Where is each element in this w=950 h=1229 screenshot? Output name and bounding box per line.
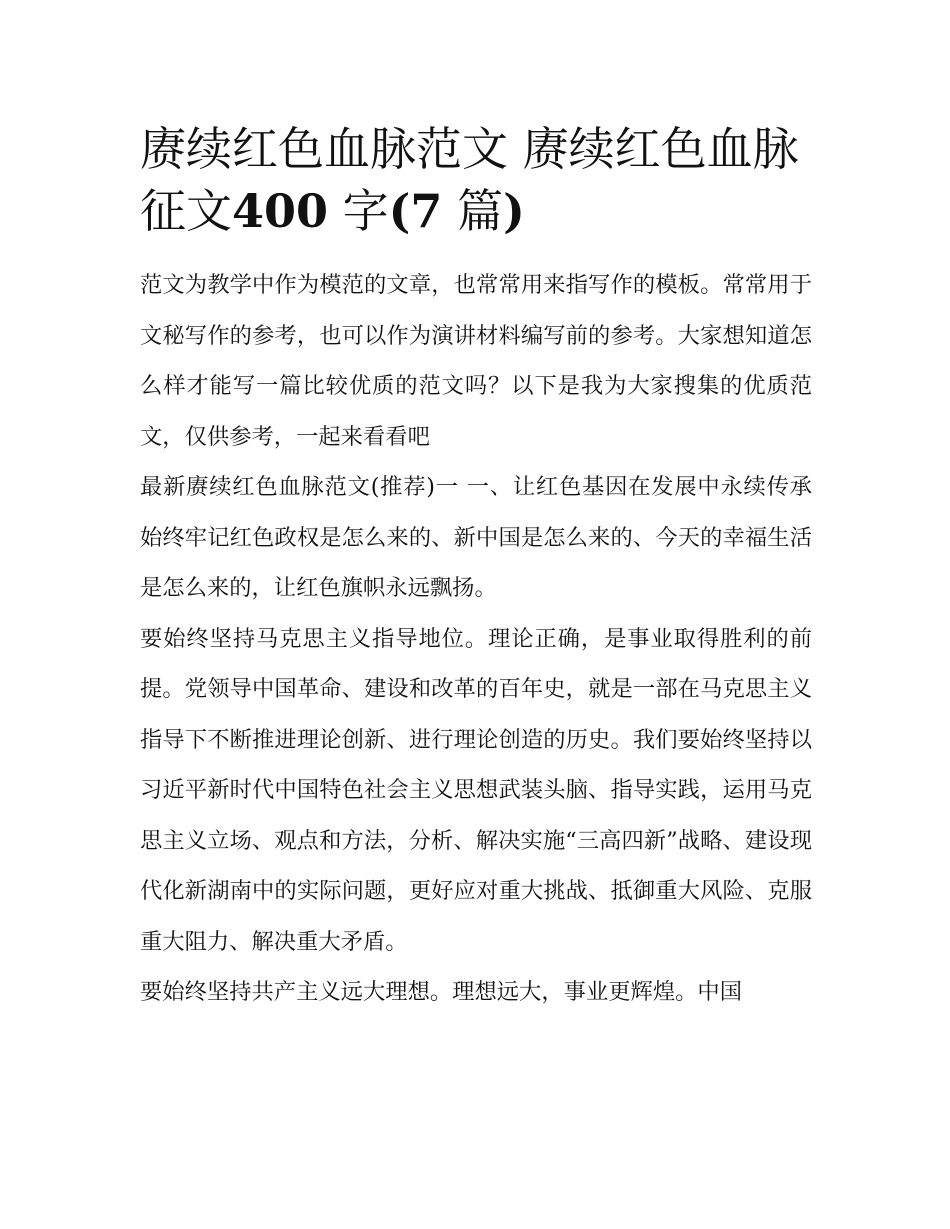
document-body [140, 118, 812, 1018]
title-text-1: 赓续红色血脉范文 赓续红色血脉征文 [140, 122, 799, 238]
paragraph-2: 要始终坚持马克思主义指导地位。理论正确，是事业取得胜利的前提。党领导中国革命、建设和改革的百年史，就是一部在马克思主义指导下不断推进理论创新、进行理论创造的历史。我们要始终坚持以习近平新时代中国特色社会主义思想武装头脑、指导实践，运用马克思主义立场、观点和方法，分析、解决实施“三高四新”战略、建设现代化新湖南中的实际问题，更好应对重大挑战、抵御重大风险、克服重大阻力、解决重大矛盾。 [140, 625, 812, 955]
title-number: 400 [232, 184, 329, 238]
paragraph-intro: 范文为教学中作为模范的文章，也常常用来指写作的模板。常常用于文秘写作的参考，也可以作为演讲材料编写前的参考。大家想知道怎么样才能写一篇比较优质的范文吗？以下是我为大家搜集的优质范文，仅供参考，一起来看看吧 [140, 272, 812, 450]
title-text-3: 篇 [457, 184, 504, 238]
title-number-3: ) [503, 184, 525, 238]
paragraph-1: 最新赓续红色血脉范文(推荐)一 一、让红色基因在发展中永续传承 始终牢记红色政权是怎么来的、新中国是怎么来的、今天的幸福生活是怎么来的，让红色旗帜永远飘扬。 [140, 474, 812, 601]
paragraph-3: 要始终坚持共产主义远大理想。理想远大，事业更辉煌。中国 [140, 979, 743, 1005]
title-number-2: (7 [388, 184, 443, 238]
document-title [140, 118, 812, 242]
title-text-2: 字 [342, 184, 389, 238]
